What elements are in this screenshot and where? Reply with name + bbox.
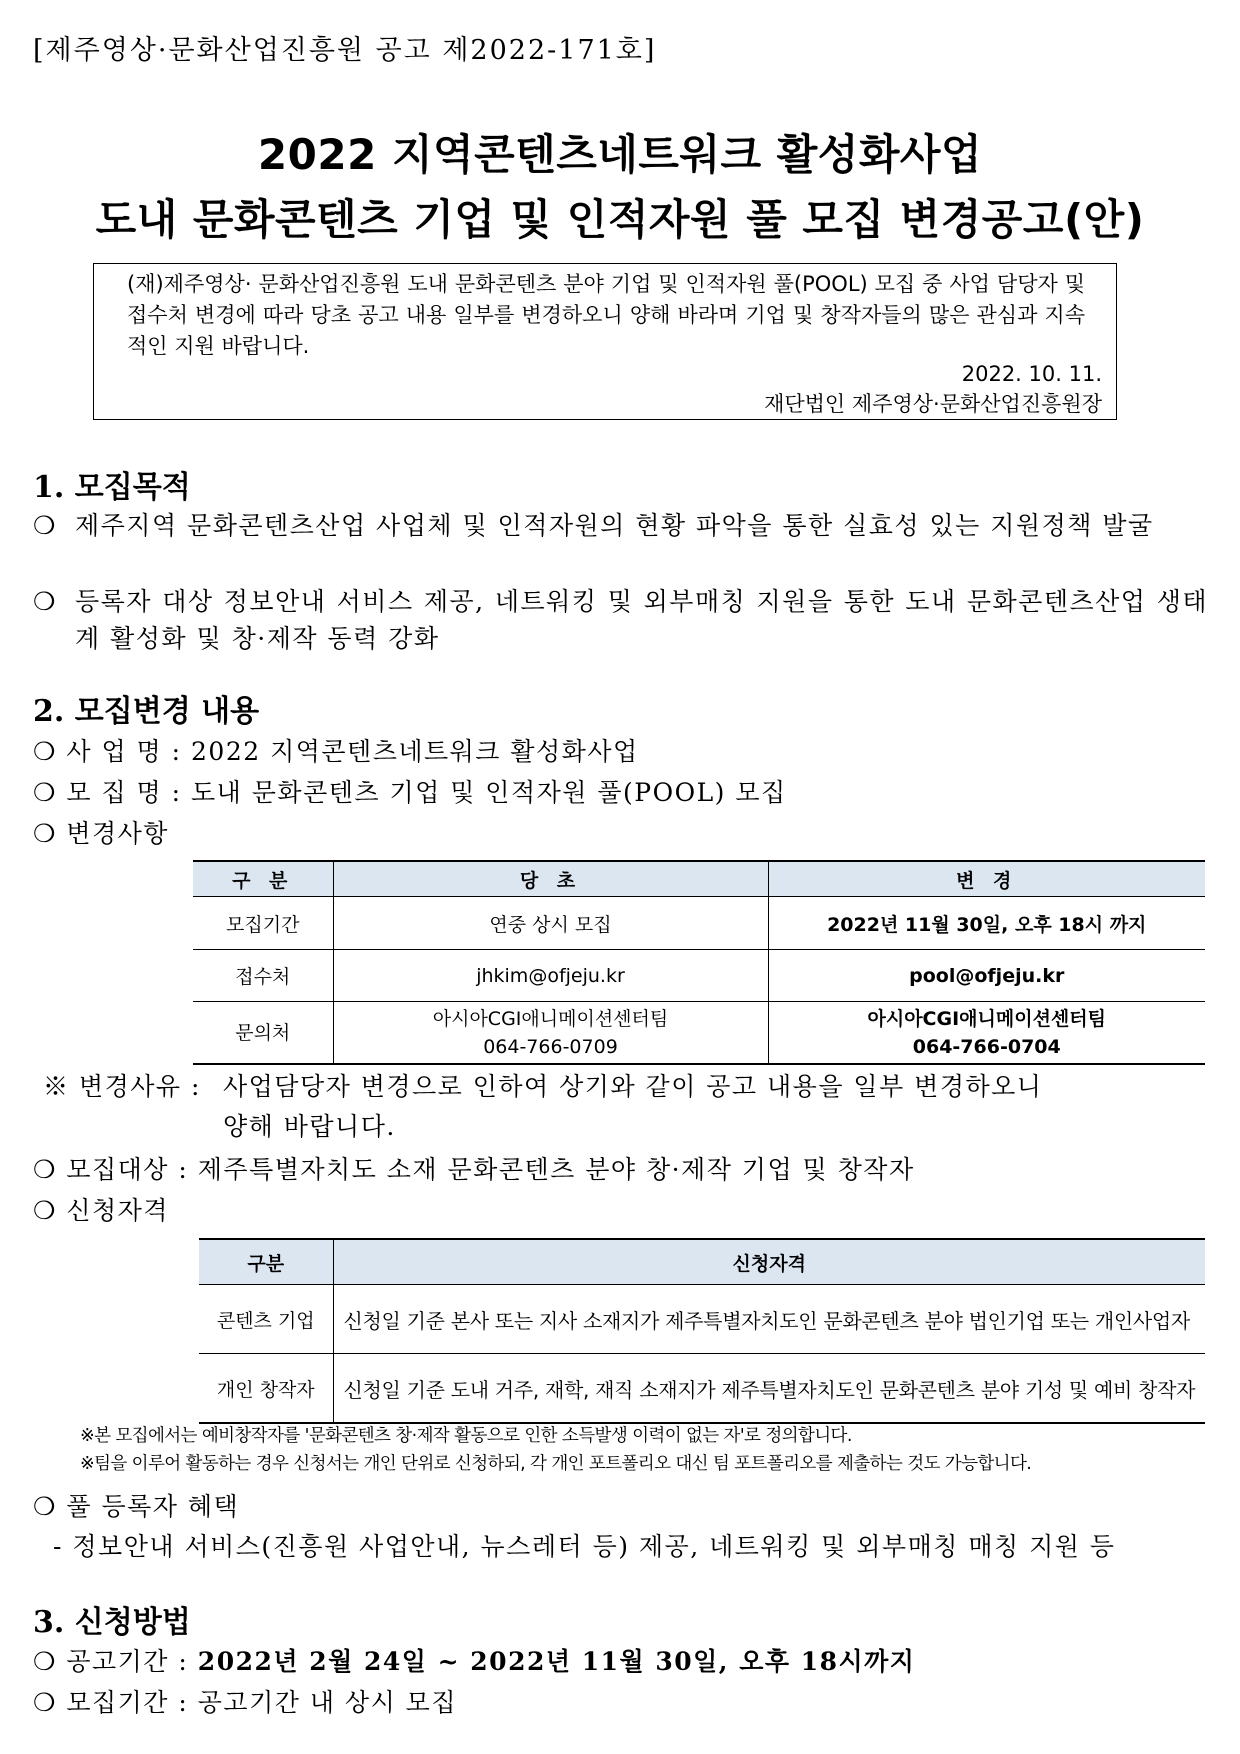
after-team: 아시아CGI애니메이션센터팀 bbox=[867, 1007, 1106, 1030]
after-value: pool@ofjeju.kr bbox=[768, 950, 1205, 1002]
business-name: ❍ 사 업 명 : 2022 지역콘텐츠네트워크 활성화사업 bbox=[33, 737, 639, 766]
notice-number: [제주영상·문화산업진흥원 공고 제2022-171호] bbox=[33, 35, 657, 66]
section-3-heading: 3. 신청방법 bbox=[33, 1605, 191, 1640]
qualification-desc: 신청일 기준 도내 거주, 재학, 재직 소재지가 제주특별자치도인 문화콘텐츠 분야 기성 및 예비 창작자 bbox=[333, 1354, 1205, 1424]
notice-period bbox=[33, 1643, 915, 1680]
after-phone: 064-766-0704 bbox=[912, 1035, 1061, 1058]
qualification-table bbox=[199, 1238, 1205, 1424]
recruit-target: ❍ 모집대상 : 제주특별자치도 소재 문화콘텐츠 분야 창·제작 기업 및 창작자 bbox=[33, 1155, 915, 1184]
before-value: 연중 상시 모집 bbox=[333, 897, 768, 950]
section-1-item-1 bbox=[33, 507, 1208, 544]
table-row bbox=[199, 1354, 1205, 1424]
note-1: ※본 모집에서는 예비창작자를 '문화콘텐츠 창·제작 활동으로 인한 소득발생 이력이 없는 자'로 정의합니다. bbox=[80, 1426, 852, 1446]
change-reason-line-1: 사업담당자 변경으로 인하여 상기와 같이 공고 내용을 일부 변경하오니 bbox=[223, 1072, 1043, 1101]
change-reason-line-2: 양해 바랍니다. bbox=[223, 1112, 396, 1141]
section-1-item-2 bbox=[33, 583, 1208, 657]
row-label: 접수처 bbox=[193, 950, 333, 1002]
section-1-heading: 1. 모집목적 bbox=[33, 470, 191, 505]
table-header: 변 경 bbox=[768, 861, 1205, 897]
note-2: ※팀을 이루어 활동하는 경우 신청서는 개인 단위로 신청하되, 각 개인 포트폴리오 대신 팀 포트폴리오를 제출하는 것도 가능합니다. bbox=[80, 1454, 1032, 1474]
table-row bbox=[193, 950, 1205, 1002]
after-value: 2022년 11월 30일, 오후 18시 까지 bbox=[768, 897, 1205, 950]
row-label: 모집기간 bbox=[193, 897, 333, 950]
page-title-line-1: 2022 지역콘텐츠네트워크 활성화사업 bbox=[257, 130, 983, 179]
before-value: jhkim@ofjeju.kr bbox=[333, 950, 768, 1002]
table-header: 구 분 bbox=[193, 861, 333, 897]
table-header: 당 초 bbox=[333, 861, 768, 897]
section-1-item-2-text: 등록자 대상 정보안내 서비스 제공, 네트워킹 및 외부매칭 지원을 통한 도내 문화콘텐츠산업 생태계 활성화 및 창·제작 동력 강화 bbox=[75, 587, 1208, 653]
table-row bbox=[193, 897, 1205, 950]
qualification-label: ❍ 신청자격 bbox=[33, 1196, 169, 1225]
change-reason-label: ※ 변경사유 : bbox=[43, 1072, 201, 1101]
benefit-label: ❍ 풀 등록자 혜택 bbox=[33, 1492, 240, 1521]
table-header-row bbox=[193, 861, 1205, 897]
table-row bbox=[199, 1285, 1205, 1354]
changes-label: ❍ 변경사항 bbox=[33, 819, 169, 848]
notice-period-value: 2022년 2월 24일 ~ 2022년 11월 30일, 오후 18시까지 bbox=[197, 1647, 916, 1676]
intro-organization: 재단법인 제주영상·문화산업진흥원장 bbox=[764, 392, 1102, 416]
section-1-item-1-text: 제주지역 문화콘텐츠산업 사업체 및 인적자원의 현황 파악을 통한 실효성 있는 지원정책 발굴 bbox=[75, 511, 1154, 540]
after-value bbox=[768, 1002, 1205, 1065]
recruit-name: ❍ 모 집 명 : 도내 문화콘텐츠 기업 및 인적자원 풀(POOL) 모집 bbox=[33, 778, 787, 807]
bullet-mark: ❍ bbox=[33, 587, 57, 616]
row-label: 콘텐츠 기업 bbox=[199, 1285, 333, 1354]
section-2-heading: 2. 모집변경 내용 bbox=[33, 694, 260, 729]
before-value bbox=[333, 1002, 768, 1065]
page-title-line-2: 도내 문화콘텐츠 기업 및 인적자원 풀 모집 변경공고(안) bbox=[95, 195, 1145, 244]
recruit-period: ❍ 모집기간 : 공고기간 내 상시 모집 bbox=[33, 1688, 457, 1717]
bullet-mark: ❍ bbox=[33, 511, 57, 540]
intro-box bbox=[93, 263, 1117, 420]
before-phone: 064-766-0709 bbox=[483, 1035, 618, 1058]
change-table bbox=[193, 860, 1205, 1065]
intro-date: 2022. 10. 11. bbox=[961, 362, 1102, 386]
before-team: 아시아CGI애니메이션센터팀 bbox=[432, 1007, 669, 1030]
row-label: 개인 창작자 bbox=[199, 1354, 333, 1424]
table-row bbox=[193, 1002, 1205, 1065]
qualification-desc: 신청일 기준 본사 또는 지사 소재지가 제주특별자치도인 문화콘텐츠 분야 법인기업 또는 개인사업자 bbox=[333, 1285, 1205, 1354]
benefit-item: - 정보안내 서비스(진흥원 사업안내, 뉴스레터 등) 제공, 네트워킹 및 외부매칭 매칭 지원 등 bbox=[53, 1532, 1116, 1561]
table-header-row bbox=[199, 1239, 1205, 1285]
intro-text: (재)제주영상· 문화산업진흥원 도내 문화콘텐츠 분야 기업 및 인적자원 풀(POOL) 모집 중 사업 담당자 및 접수처 변경에 따라 당초 공고 내용 일부를 변경하오니 양해 바라며 기업 및 창작자들의 많은 관심과 지속적인 지원 바랍니다. bbox=[127, 272, 1085, 358]
table-header: 구분 bbox=[199, 1239, 333, 1285]
notice-period-label: ❍ 공고기간 : bbox=[33, 1647, 189, 1676]
table-header: 신청자격 bbox=[333, 1239, 1205, 1285]
row-label: 문의처 bbox=[193, 1002, 333, 1065]
